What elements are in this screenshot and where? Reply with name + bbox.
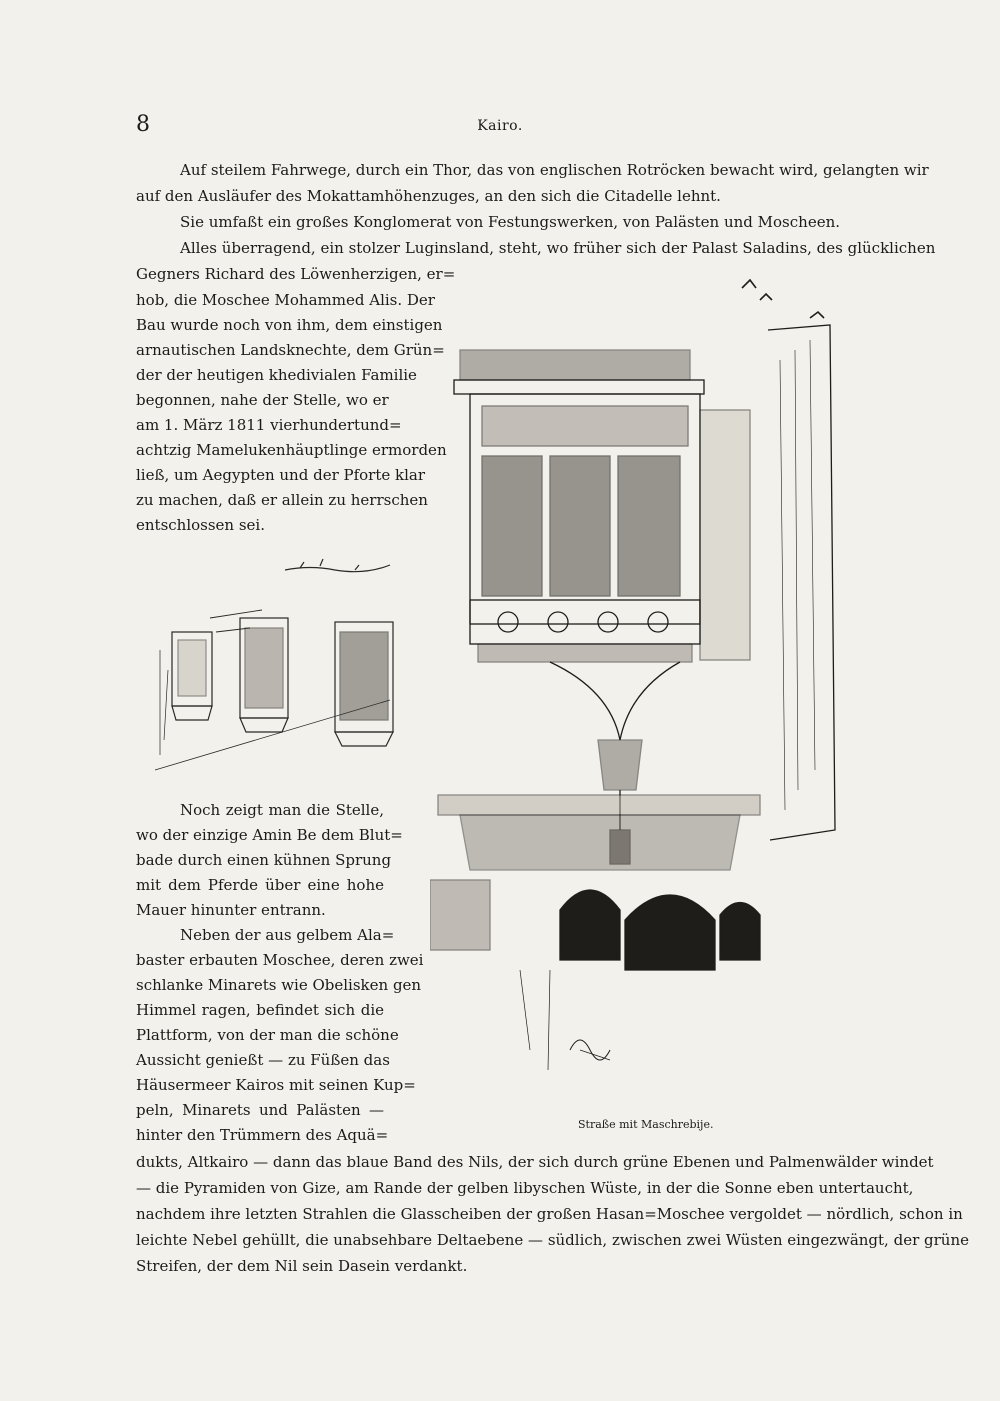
text-line: Auf steilem Fahrwege, durch ein Thor, das von englischen Rotröcken bewacht wird, gelangten wir: [180, 161, 929, 179]
text-line: Häusermeer Kairos mit seinen Kup=: [136, 1076, 416, 1094]
text-line: arnautischen Landsknechte, dem Grün=: [136, 341, 445, 359]
balconies-sketch: [150, 540, 395, 780]
text-line: wo der einzige Amin Be dem Blut=: [136, 826, 403, 844]
text-line: entschlossen sei.: [136, 516, 265, 534]
text-line: peln, Minarets und Palästen —: [136, 1101, 384, 1119]
text-line: achtzig Mamelukenhäuptlinge ermorden: [136, 441, 447, 459]
text-line: hinter den Trümmern des Aquä=: [136, 1126, 389, 1144]
text-line: Noch zeigt man die Stelle,: [180, 801, 384, 819]
text-line: begonnen, nahe der Stelle, wo er: [136, 391, 389, 409]
text-line: am 1. März 1811 vierhundertund=: [136, 416, 402, 434]
text-line: — die Pyramiden von Gize, am Rande der gelben libyschen Wüste, in der die Sonne eben untertaucht,: [136, 1179, 914, 1197]
text-line: Himmel ragen, befindet sich die: [136, 1001, 384, 1019]
text-line: der der heutigen khedivialen Familie: [136, 366, 417, 384]
figure-caption: Straße mit Maschrebije.: [578, 1118, 714, 1131]
text-line: bade durch einen kühnen Sprung: [136, 851, 392, 869]
text-line: Mauer hinunter entrann.: [136, 901, 326, 919]
text-line: nachdem ihre letzten Strahlen die Glasscheiben der großen Hasan=Moschee vergoldet — nördlich, schon in: [136, 1205, 963, 1223]
text-line: baster erbauten Moschee, deren zwei: [136, 951, 424, 969]
text-line: Bau wurde noch von ihm, dem einstigen: [136, 316, 443, 334]
text-line: dukts, Altkairo — dann das blaue Band des Nils, der sich durch grüne Ebenen und Palmenwälder windet: [136, 1153, 934, 1171]
text-line: Neben der aus gelbem Ala=: [180, 926, 395, 944]
mashrabiya-illustration: [430, 270, 850, 1110]
text-line: auf den Ausläufer des Mokattamhöhenzuges, an den sich die Citadelle lehnt.: [136, 187, 721, 205]
text-line: ließ, um Aegypten und der Pforte klar: [136, 466, 426, 484]
text-line: mit dem Pferde über eine hohe: [136, 876, 384, 894]
text-line: Streifen, der dem Nil sein Dasein verdankt.: [136, 1257, 468, 1275]
text-line: zu machen, daß er allein zu herrschen: [136, 491, 428, 509]
text-line: schlanke Minarets wie Obelisken gen: [136, 976, 422, 994]
text-line: Plattform, von der man die schöne: [136, 1026, 399, 1044]
text-line: Alles überragend, ein stolzer Luginsland, steht, wo früher sich der Palast Saladins, des glücklichen: [180, 239, 936, 257]
page-number: 8: [136, 112, 150, 137]
text-line: leichte Nebel gehüllt, die unabsehbare Deltaebene — südlich, zwischen zwei Wüsten eingezwängt, der grüne: [136, 1231, 969, 1249]
text-line: Gegners Richard des Löwenherzigen, er=: [136, 265, 456, 283]
text-line: Aussicht genießt — zu Füßen das: [136, 1051, 390, 1069]
text-line: Sie umfaßt ein großes Konglomerat von Festungswerken, von Palästen und Moscheen.: [180, 213, 840, 231]
text-line: hob, die Moschee Mohammed Alis. Der: [136, 291, 435, 309]
running-title: Kairo.: [477, 118, 523, 134]
